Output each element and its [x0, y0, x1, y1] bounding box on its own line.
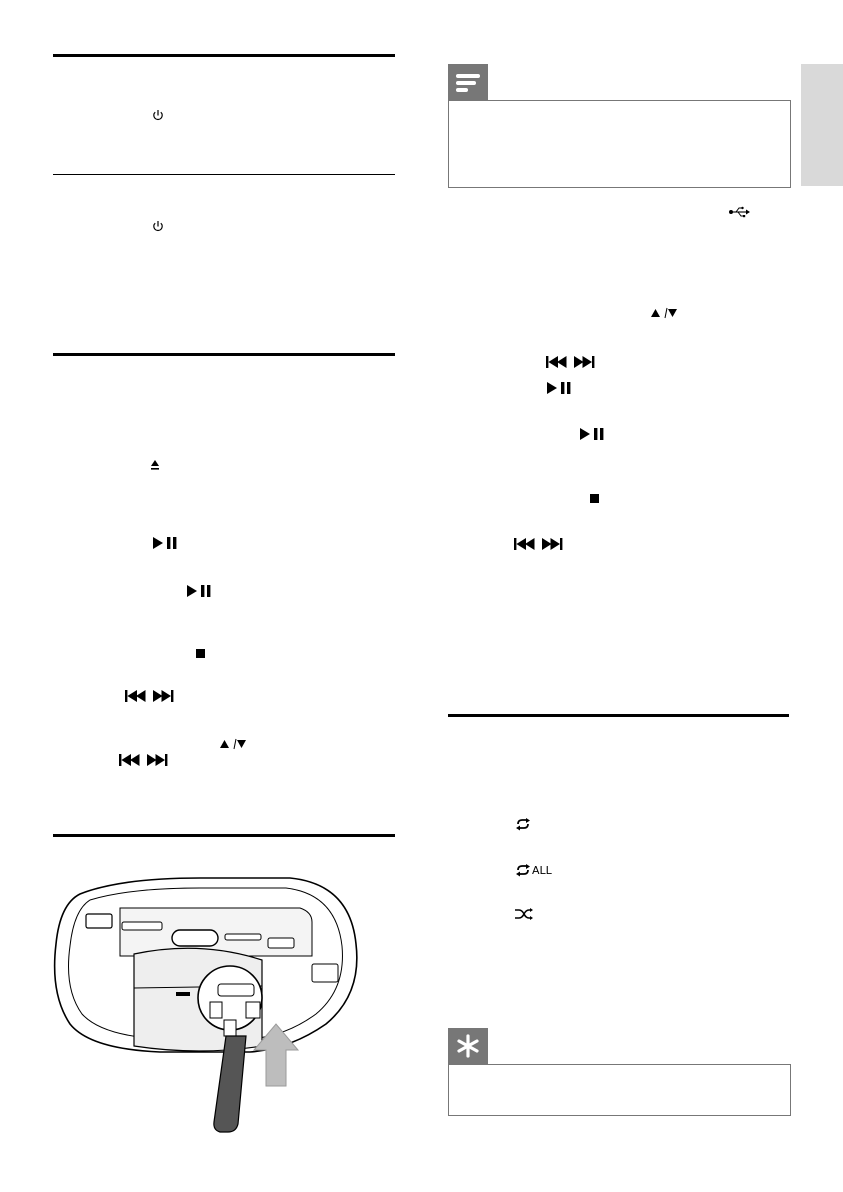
section-rule	[53, 353, 395, 356]
repeat-icon	[515, 818, 531, 830]
section-rule	[53, 54, 395, 57]
tip-box	[448, 1064, 791, 1116]
eject-icon	[150, 459, 160, 471]
usb-insert-illustration	[50, 874, 360, 1134]
up-down-icon	[220, 738, 246, 750]
skip-icon	[514, 538, 578, 550]
stop-icon	[590, 494, 599, 503]
skip-icon	[119, 754, 183, 766]
shuffle-icon	[515, 908, 533, 920]
tip-icon	[455, 1033, 481, 1059]
play-pause-icon	[187, 585, 215, 597]
section-divider	[53, 174, 395, 175]
power-icon	[152, 219, 164, 233]
note-icon	[456, 72, 482, 94]
section-rule	[53, 834, 395, 837]
language-tab	[801, 64, 843, 186]
section-rule	[448, 714, 789, 717]
up-down-icon	[651, 307, 677, 319]
usb-icon	[728, 205, 750, 219]
note-box	[448, 100, 791, 188]
power-icon	[152, 108, 164, 122]
skip-icon	[125, 690, 189, 702]
stop-icon	[196, 649, 205, 658]
repeat-all-icon	[515, 864, 531, 876]
play-pause-icon	[580, 428, 608, 440]
play-pause-icon	[547, 382, 575, 394]
skip-icon	[546, 356, 610, 368]
play-pause-icon	[153, 537, 181, 549]
repeat-all-label: ALL	[532, 864, 552, 877]
